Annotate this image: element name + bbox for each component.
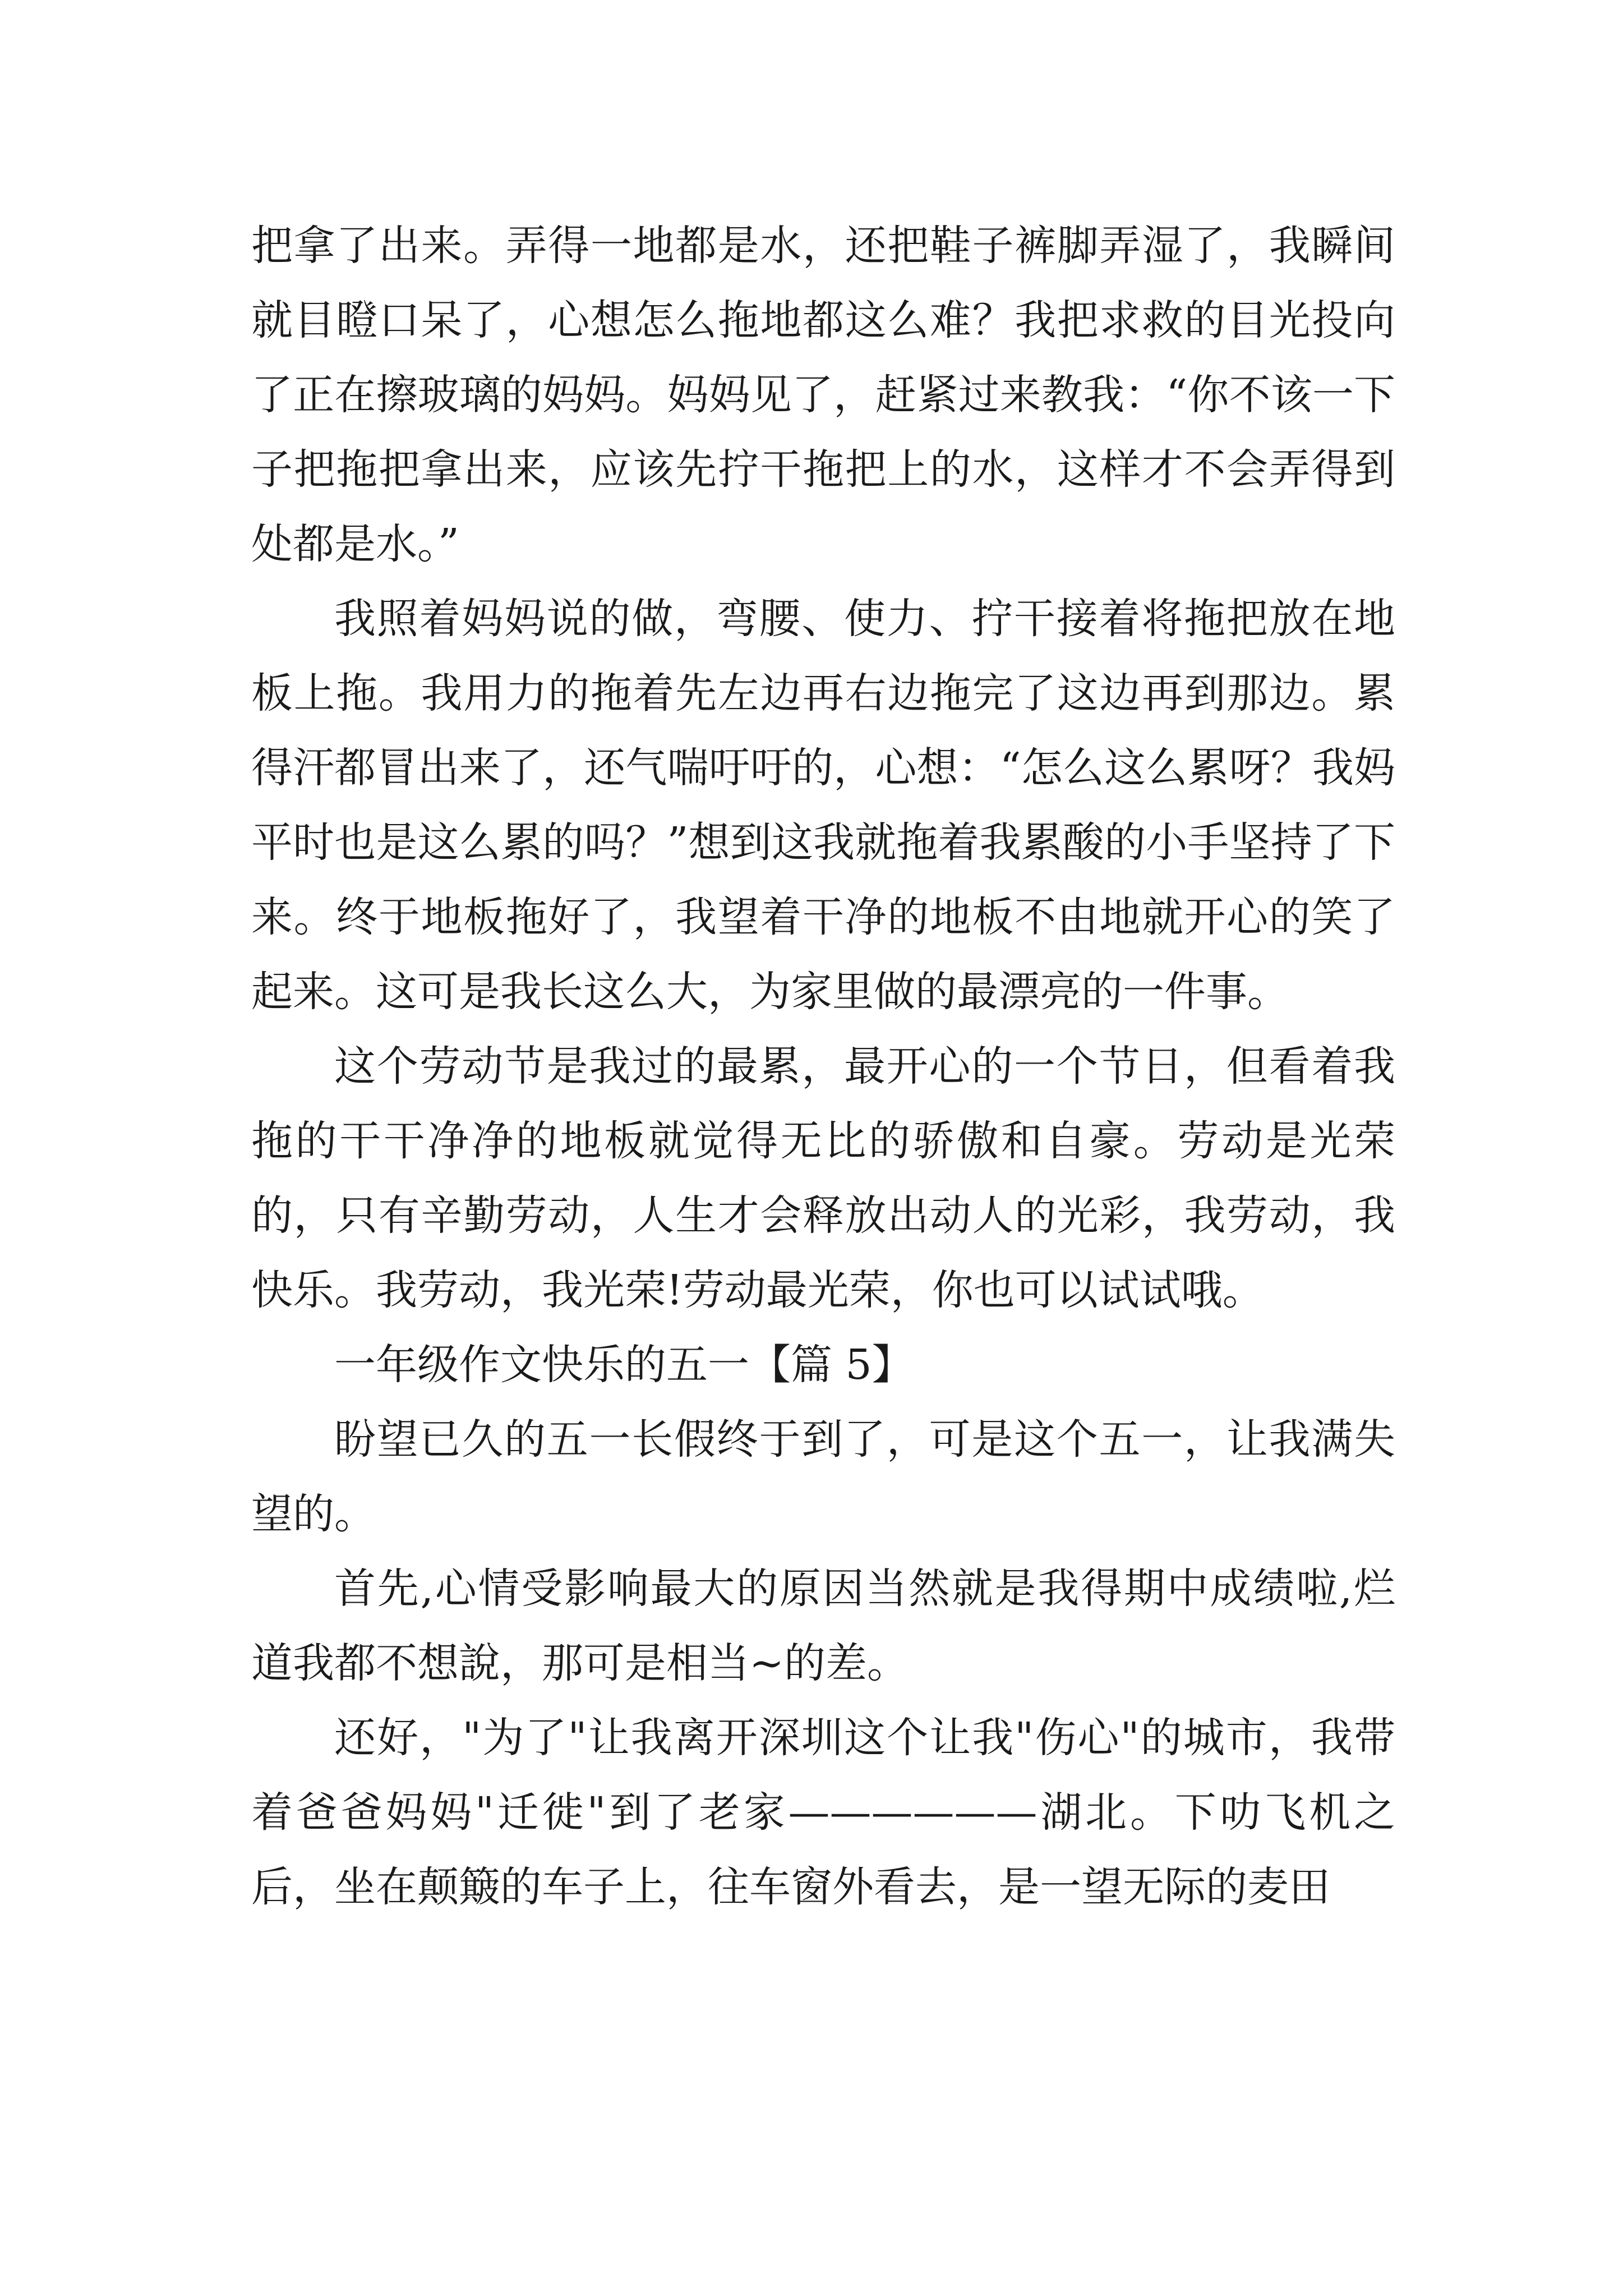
- paragraph-6: 还好，"为了"让我离开深圳这个让我"伤心"的城市，我带着爸爸妈妈"迁徙"到了老家——————湖北。下叻飞机之后，坐在颠簸的车子上，往车窗外看去，是一望无际的麦田: [251, 1714, 1395, 1911]
- paragraph-1: 把拿了出来。弄得一地都是水，还把鞋子裤脚弄湿了，我瞬间就目瞪口呆了，心想怎么拖地都这么难？我把求救的目光投向了正在擦玻璃的妈妈。妈妈见了，赶紧过来教我：“你不该一下子把拖把拿出来，应该先拧干拖把上的水，这样才不会弄得到处都是水。”: [251, 222, 1395, 568]
- paragraph-3: 这个劳动节是我过的最累，最开心的一个节日，但看着我拖的干干净净的地板就觉得无比的骄傲和自豪。劳动是光荣的，只有辛勤劳动，人生才会释放出动人的光彩，我劳动，我快乐。我劳动，我光荣!劳动最光荣，你也可以试试哦。: [251, 1042, 1395, 1314]
- paragraph-4: 盼望已久的五一长假终于到了，可是这个五一，让我满失望的。: [251, 1415, 1395, 1538]
- paragraph-2: 我照着妈妈说的做，弯腰、使力、拧干接着将拖把放在地板上拖。我用力的拖着先左边再右边拖完了这边再到那边。累得汗都冒出来了，还气喘吁吁的，心想：“怎么这么累呀？我妈平时也是这么累的吗？”想到这我就拖着我累酸的小手坚持了下来。终于地板拖好了，我望着干净的地板不由地就开心的笑了起来。这可是我长这么大，为家里做的最漂亮的一件事。: [251, 595, 1395, 1016]
- paragraph-5: 首先,心情受影响最大的原因当然就是我得期中成绩啦,烂道我都不想說，那可是相当~的差。: [251, 1565, 1395, 1687]
- section-heading: 一年级作文快乐的五一【篇 5】: [334, 1341, 914, 1389]
- document-body: [251, 209, 1395, 1925]
